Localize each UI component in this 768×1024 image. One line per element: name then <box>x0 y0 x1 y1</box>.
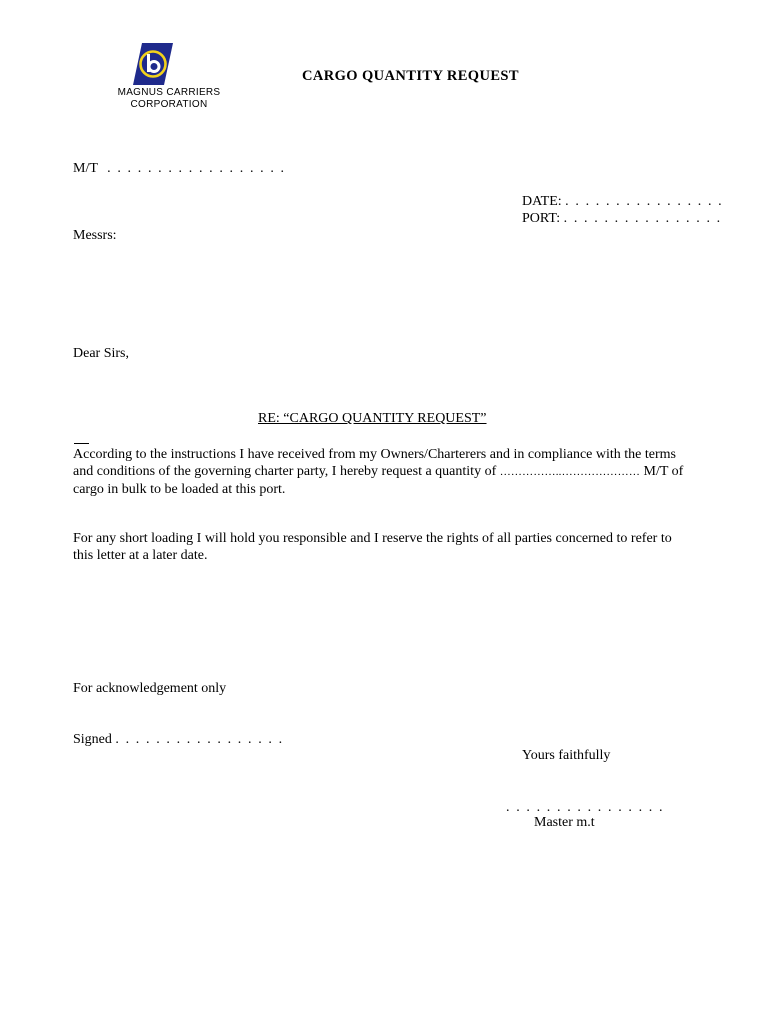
messrs-label: Messrs: <box>73 228 117 243</box>
port-label: PORT: <box>522 211 561 226</box>
closing: Yours faithfully <box>522 748 611 763</box>
port-line <box>522 211 722 227</box>
company-name <box>108 87 230 111</box>
quantity-blank: ……………..………………… <box>499 466 641 478</box>
paragraph-1-text: According to the instructions I have received from my Owners/Charterers and in compliance with the terms and conditions of the governing charter party, I hereby request a quantity of <box>73 447 676 479</box>
body-paragraph-2: For any short loading I will hold you responsible and I reserve the rights of all parties concerned to refer to this letter at a later date. <box>73 531 672 563</box>
company-logo <box>133 43 173 85</box>
signed-line <box>73 732 284 748</box>
date-line <box>522 194 723 210</box>
company-name-line2: CORPORATION <box>130 99 208 110</box>
date-label: DATE: <box>522 194 562 209</box>
signature-blank: . . . . . . . . . . . . . . . . <box>506 800 665 815</box>
short-rule <box>74 443 89 444</box>
document-title: CARGO QUANTITY REQUEST <box>302 68 519 84</box>
acknowledgement-line: For acknowledgement only <box>73 681 227 696</box>
vessel-blank: . . . . . . . . . . . . . . . . . . <box>107 161 286 176</box>
vessel-label: M/T <box>73 161 98 176</box>
signed-label: Signed <box>73 732 112 747</box>
body-paragraph-1 <box>73 446 693 498</box>
paragraph-1-tail: M/T of cargo in bulk to be loaded at this port. <box>73 464 684 497</box>
company-name-line1: MAGNUS CARRIERS <box>117 87 221 98</box>
date-blank: . . . . . . . . . . . . . . . . <box>565 194 724 209</box>
signatory-title: Master m.t <box>534 815 595 830</box>
signed-blank: . . . . . . . . . . . . . . . . . <box>115 732 284 747</box>
subject-line: RE: “CARGO QUANTITY REQUEST” <box>258 411 487 426</box>
salutation: Dear Sirs, <box>73 346 129 361</box>
port-blank: . . . . . . . . . . . . . . . . <box>563 211 722 226</box>
logo-parallelogram <box>133 43 173 85</box>
vessel-line <box>73 161 286 177</box>
